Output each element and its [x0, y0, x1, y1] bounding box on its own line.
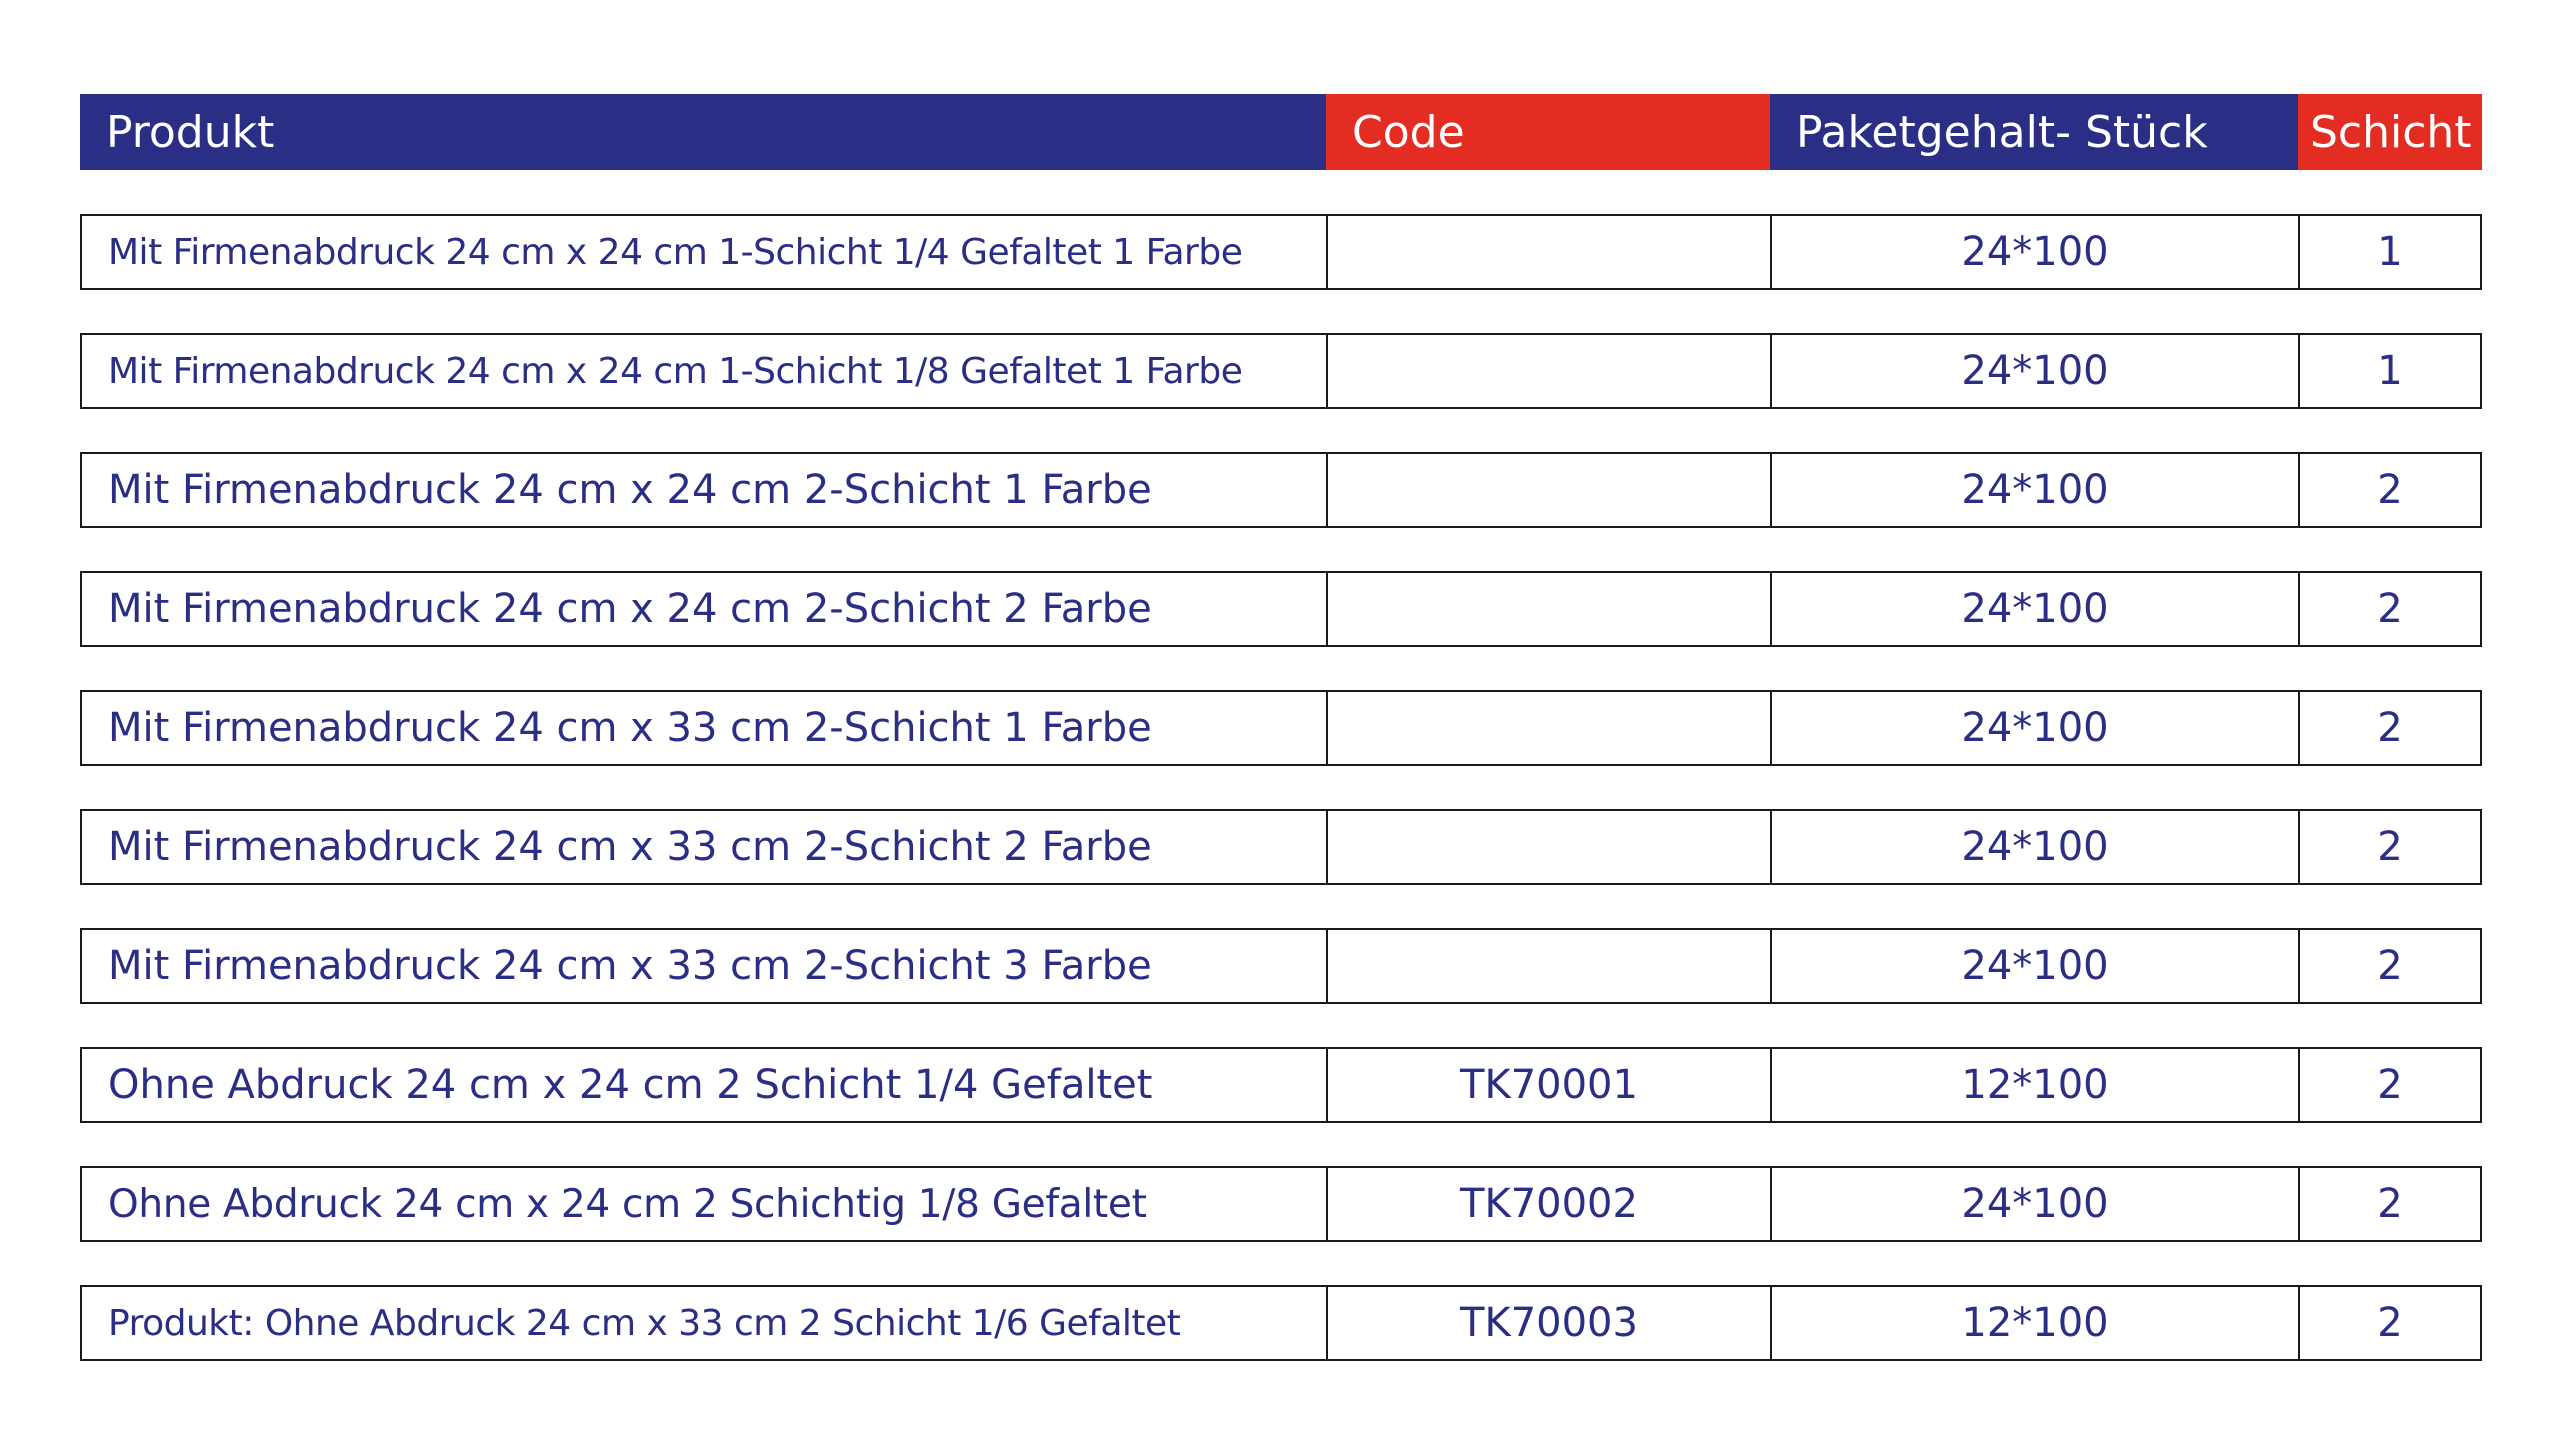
package-cell: 24*100	[1770, 692, 2298, 764]
table-row	[80, 928, 2482, 1004]
code-cell	[1326, 811, 1770, 883]
layer-cell: 2	[2298, 1168, 2480, 1240]
code-cell	[1326, 930, 1770, 1002]
package-cell: 24*100	[1770, 930, 2298, 1002]
package-cell: 24*100	[1770, 216, 2298, 288]
table-header	[80, 94, 2482, 170]
product-cell: Mit Firmenabdruck 24 cm x 33 cm 2-Schicht 2 Farbe	[108, 824, 1152, 870]
product-cell: Mit Firmenabdruck 24 cm x 24 cm 2-Schicht 1 Farbe	[108, 467, 1152, 513]
product-cell: Mit Firmenabdruck 24 cm x 24 cm 1-Schicht 1/8 Gefaltet 1 Farbe	[108, 350, 1243, 392]
header-layer: Schicht	[2298, 94, 2482, 170]
header-code: Code	[1326, 94, 1770, 170]
header-product: Produkt	[80, 94, 1326, 170]
product-cell: Ohne Abdruck 24 cm x 24 cm 2 Schichtig 1/8 Gefaltet	[108, 1181, 1147, 1227]
layer-cell: 2	[2298, 1287, 2480, 1359]
package-cell: 24*100	[1770, 573, 2298, 645]
product-cell: Ohne Abdruck 24 cm x 24 cm 2 Schicht 1/4 Gefaltet	[108, 1062, 1153, 1108]
table-row	[80, 809, 2482, 885]
table-row	[80, 690, 2482, 766]
package-cell: 24*100	[1770, 454, 2298, 526]
table-row	[80, 571, 2482, 647]
code-cell	[1326, 216, 1770, 288]
package-cell: 24*100	[1770, 1168, 2298, 1240]
table-row	[80, 1166, 2482, 1242]
code-cell: TK70001	[1326, 1049, 1770, 1121]
layer-cell: 2	[2298, 692, 2480, 764]
code-cell	[1326, 573, 1770, 645]
code-cell	[1326, 454, 1770, 526]
layer-cell: 2	[2298, 1049, 2480, 1121]
table-row	[80, 1285, 2482, 1361]
layer-cell: 2	[2298, 811, 2480, 883]
product-cell: Produkt: Ohne Abdruck 24 cm x 33 cm 2 Schicht 1/6 Gefaltet	[108, 1302, 1181, 1344]
code-cell: TK70002	[1326, 1168, 1770, 1240]
package-cell: 24*100	[1770, 811, 2298, 883]
code-cell	[1326, 692, 1770, 764]
layer-cell: 2	[2298, 573, 2480, 645]
table-row	[80, 452, 2482, 528]
layer-cell: 2	[2298, 930, 2480, 1002]
code-cell: TK70003	[1326, 1287, 1770, 1359]
table-row	[80, 1047, 2482, 1123]
header-package: Paketgehalt- Stück	[1770, 94, 2298, 170]
package-cell: 12*100	[1770, 1287, 2298, 1359]
product-cell: Mit Firmenabdruck 24 cm x 33 cm 2-Schicht 3 Farbe	[108, 943, 1152, 989]
package-cell: 24*100	[1770, 335, 2298, 407]
product-cell: Mit Firmenabdruck 24 cm x 24 cm 2-Schicht 2 Farbe	[108, 586, 1152, 632]
layer-cell: 2	[2298, 454, 2480, 526]
layer-cell: 1	[2298, 335, 2480, 407]
package-cell: 12*100	[1770, 1049, 2298, 1121]
product-cell: Mit Firmenabdruck 24 cm x 24 cm 1-Schicht 1/4 Gefaltet 1 Farbe	[108, 231, 1243, 273]
product-cell: Mit Firmenabdruck 24 cm x 33 cm 2-Schicht 1 Farbe	[108, 705, 1152, 751]
layer-cell: 1	[2298, 216, 2480, 288]
table-row	[80, 333, 2482, 409]
code-cell	[1326, 335, 1770, 407]
table-row	[80, 214, 2482, 290]
